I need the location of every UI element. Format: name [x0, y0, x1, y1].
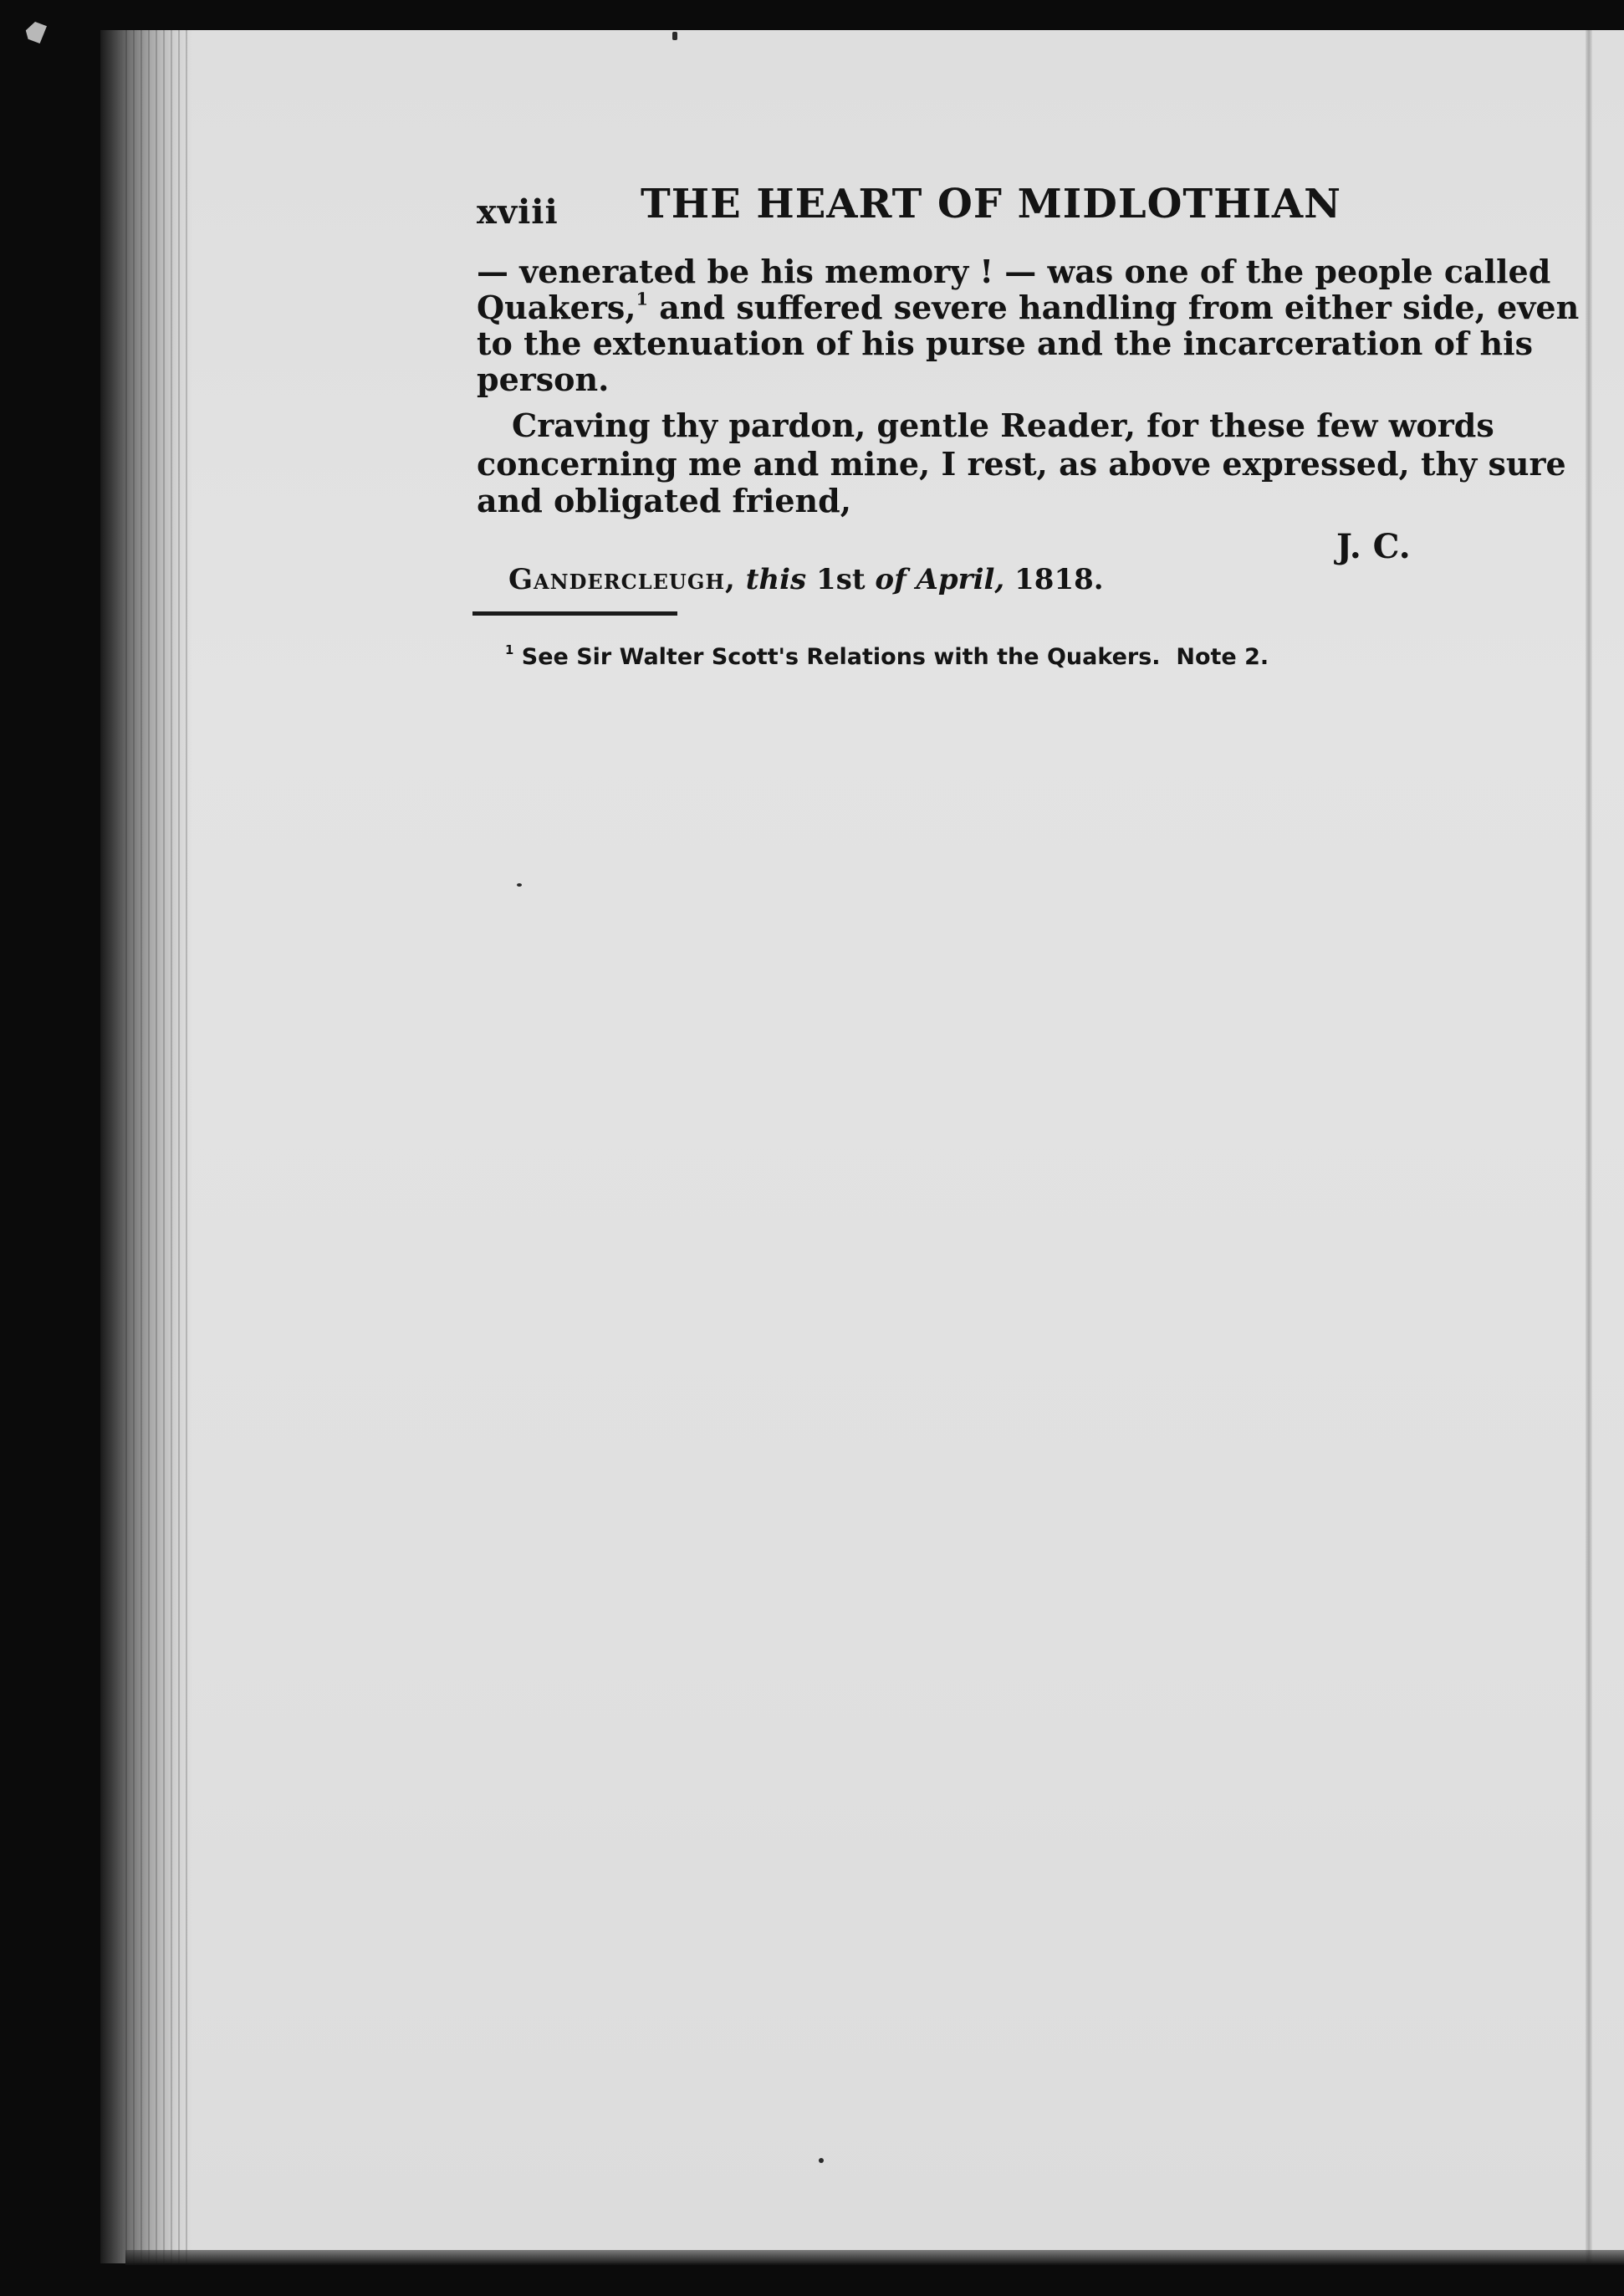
- footnote: [505, 644, 1269, 670]
- page-right-edge: [1586, 30, 1592, 2263]
- footnote-marker: 1: [505, 642, 514, 658]
- page-number: xviii: [477, 192, 559, 232]
- body-line-6: concerning me and mine, I rest, as above expressed, thy sure: [477, 445, 1566, 483]
- signature: J. C.: [1336, 527, 1411, 566]
- footnote-rule: [472, 611, 677, 616]
- body-line-1: — venerated be his memory ! — was one of the people called: [477, 253, 1551, 290]
- scan-artifact-mark: [23, 22, 47, 43]
- scan-speck: [672, 32, 677, 40]
- body-line-5: Craving thy pardon, gentle Reader, for these few words: [512, 407, 1494, 444]
- dateline: [508, 563, 1104, 596]
- body-line-3: to the extenuation of his purse and the incarceration of his: [477, 325, 1533, 362]
- body-line-7: and obligated friend,: [477, 482, 851, 519]
- footnote-reference: 1: [636, 288, 649, 309]
- body-line-2: [477, 288, 1580, 326]
- book-page: [125, 30, 1624, 2263]
- dateline-place: Gandercleugh,: [508, 563, 736, 596]
- footnote-note: Note 2.: [1176, 644, 1269, 670]
- body-line-2-rest: and suffered severe handling from either side, even: [659, 289, 1580, 326]
- running-head: [477, 181, 1342, 239]
- dateline-month: of April,: [875, 563, 1005, 596]
- page-bottom-edge: [125, 2250, 1624, 2265]
- book-title: THE HEART OF MIDLOTHIAN: [641, 181, 1342, 228]
- gutter-page-edges: [125, 30, 192, 2263]
- quakers-word: Quakers,: [477, 289, 636, 326]
- dateline-day: 1st: [816, 563, 866, 596]
- scan-speck: [517, 883, 522, 887]
- dateline-this: this: [745, 563, 807, 596]
- scan-speck: [819, 2158, 824, 2163]
- dateline-year: 1818.: [1014, 563, 1104, 596]
- body-line-4: person.: [477, 361, 610, 398]
- footnote-text: See Sir Walter Scott's Relations with the Quakers.: [521, 644, 1161, 670]
